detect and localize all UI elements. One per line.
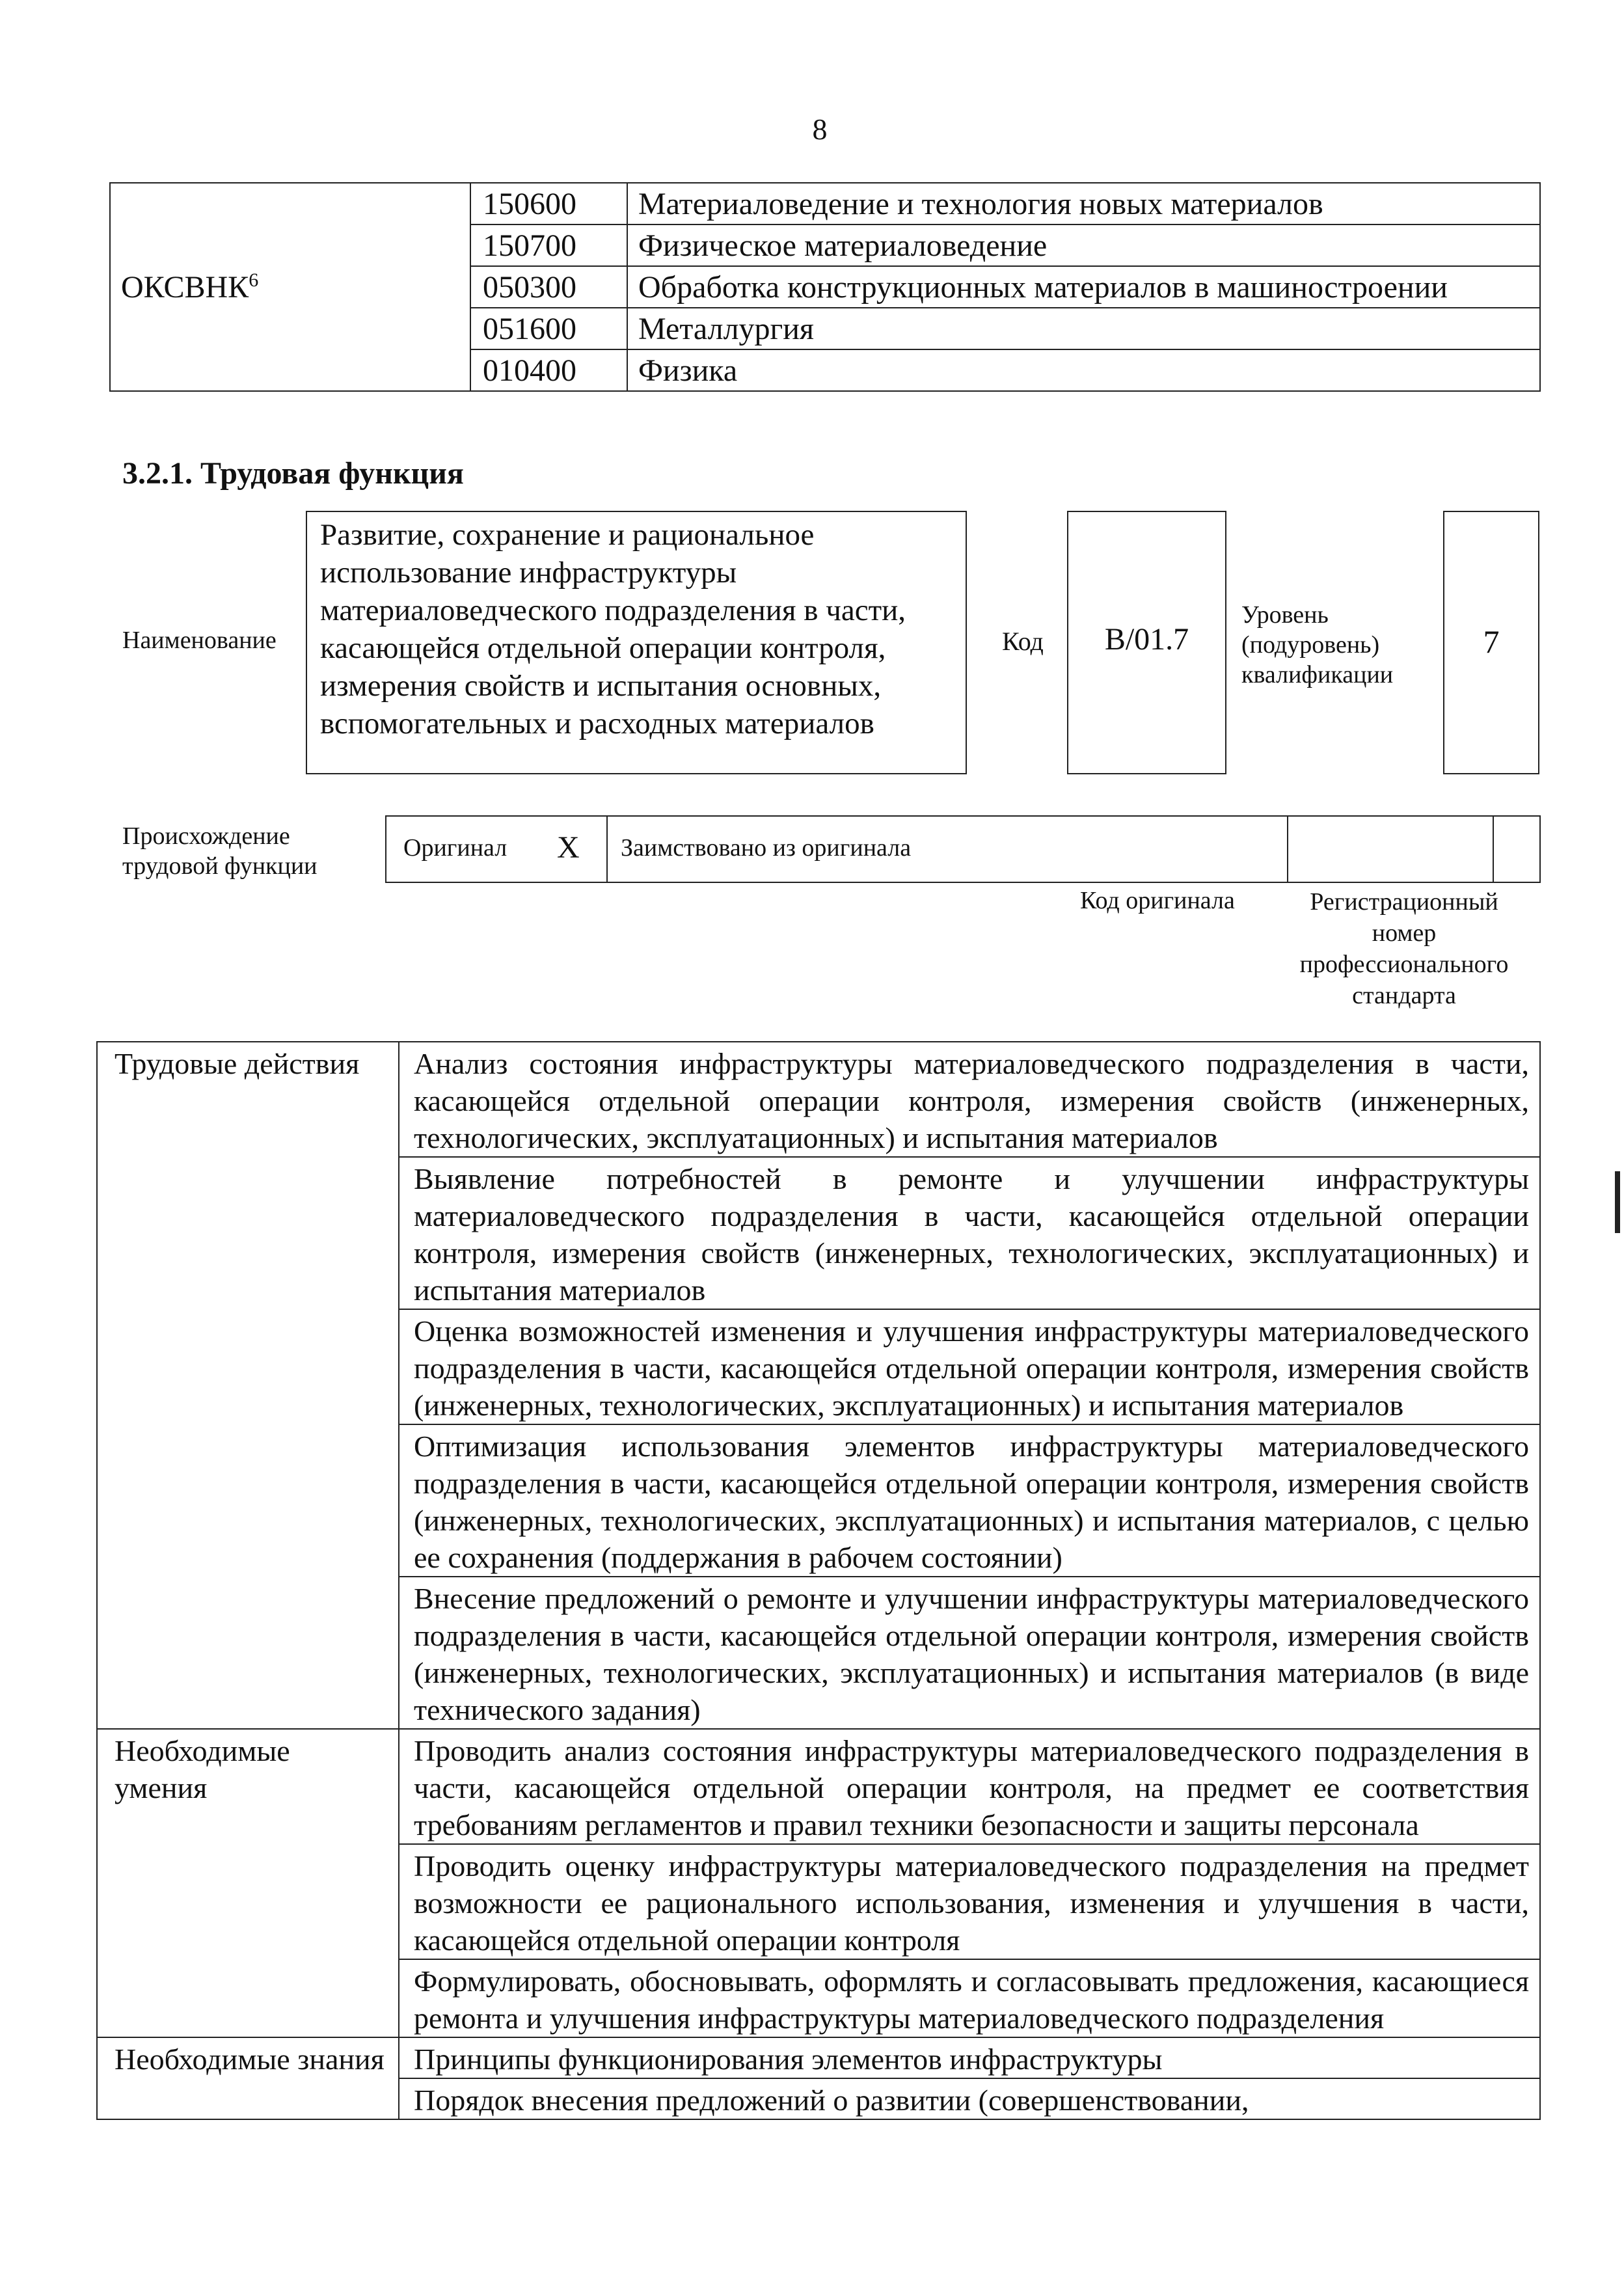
okso-name: Физическое материаловедение xyxy=(627,224,1540,266)
reg-number-label: Регистрационный номер профессионального стандарта xyxy=(1299,888,1509,1009)
table-row xyxy=(97,1042,1540,1157)
table-cell: Порядок внесения предложений о развитии (совершенствовании, xyxy=(399,2078,1540,2119)
okso-name: Материаловедение и технология новых материалов xyxy=(627,183,1540,224)
okso-code: 051600 xyxy=(470,308,627,349)
okso-label: ОКСВНК xyxy=(121,269,249,305)
table-row xyxy=(97,2037,1540,2078)
table-cell: Выявление потребностей в ремонте и улучшении инфраструктуры материаловедческого подразделения в части, касающейся отдельной операции контроля, измерения свойств (инженерных, технологических, эксплуатационных) и испытания материалов xyxy=(399,1157,1540,1309)
origin-original-cell xyxy=(385,817,606,882)
page-number: 8 xyxy=(812,113,828,146)
level-label: Уровень (подуровень) квалификации xyxy=(1241,601,1394,688)
okso-name: Обработка конструкционных материалов в машиностроении xyxy=(627,266,1540,308)
footnote-mark: 6 xyxy=(249,269,259,291)
function-level: 7 xyxy=(1443,511,1539,774)
code-original-label: Код оригинала xyxy=(1080,887,1235,914)
function-name: Развитие, сохранение и рациональное использование инфраструктуры материаловедческого подразделения в части, касающейся отдельной операции контроля, измерения свойств и испытания основных, вспомогательных и расходных материалов xyxy=(306,511,967,774)
function-code: В/01.7 xyxy=(1067,511,1226,774)
origin-borrowed: Заимствовано из оригинала xyxy=(606,817,1287,882)
code-label: Код xyxy=(1002,627,1044,656)
section-title: 3.2.1. Трудовая функция xyxy=(122,456,464,491)
table-cell: Формулировать, обосновывать, оформлять и согласовывать предложения, касающиеся ремонта и улучшения инфраструктуры материаловедческого подразделения xyxy=(399,1959,1540,2037)
scan-edge-mark xyxy=(1615,1171,1620,1233)
origin-code-cell xyxy=(1287,817,1493,882)
name-label: Наименование xyxy=(122,627,277,654)
table-cell: Проводить оценку инфраструктуры материаловедческого подразделения на предмет возможности ее рационального использования, изменения и улучшения в части, касающейся отдельной операции контроля xyxy=(399,1844,1540,1959)
origin-row xyxy=(385,815,1541,883)
origin-mark: X xyxy=(557,830,580,865)
table-row xyxy=(97,1729,1540,1844)
okso-code: 010400 xyxy=(470,349,627,391)
function-details-table xyxy=(96,1041,1541,2120)
okso-code: 150700 xyxy=(470,224,627,266)
table-cell: Анализ состояния инфраструктуры материаловедческого подразделения в части, касающейся отдельной операции контроля, измерения свойств (инженерных, технологических, эксплуатационных) и испытания материалов xyxy=(399,1042,1540,1157)
table-row xyxy=(110,183,1540,224)
table-cell: Оценка возможностей изменения и улучшения инфраструктуры материаловедческого подразделения в части, касающейся отдельной операции контроля, измерения свойств (инженерных, технологических, эксплуатационных) и испытания материалов xyxy=(399,1309,1540,1424)
okso-code: 150600 xyxy=(470,183,627,224)
origin-label: Происхождение трудовой функции xyxy=(122,822,318,880)
table-cell: Принципы функционирования элементов инфраструктуры xyxy=(399,2037,1540,2078)
category-skills: Необходимые умения xyxy=(97,1729,399,2037)
origin-original: Оригинал xyxy=(403,834,508,862)
category-actions: Трудовые действия xyxy=(97,1042,399,1729)
table-cell: Внесение предложений о ремонте и улучшении инфраструктуры материаловедческого подразделения в части, касающейся отдельной операции контроля, измерения свойств (инженерных, технологических, эксплуатационных) и испытания материалов (в виде технического задания) xyxy=(399,1577,1540,1729)
okso-label-cell xyxy=(110,183,470,391)
table-cell: Оптимизация использования элементов инфраструктуры материаловедческого подразделения в части, касающейся отдельной операции контроля, измерения свойств (инженерных, технологических, эксплуатационных) и испытания материалов, с целью ее сохранения (поддержания в рабочем состоянии) xyxy=(399,1424,1540,1577)
okso-name: Физика xyxy=(627,349,1540,391)
okso-code: 050300 xyxy=(470,266,627,308)
okso-name: Металлургия xyxy=(627,308,1540,349)
table-cell: Проводить анализ состояния инфраструктуры материаловедческого подразделения в части, касающейся отдельной операции контроля, на предмет ее соответствия требованиям регламентов и правил техники безопасности и защиты персонала xyxy=(399,1729,1540,1844)
origin-reg-cell xyxy=(1493,817,1541,882)
okso-table xyxy=(109,182,1541,392)
category-knowledge: Необходимые знания xyxy=(97,2037,399,2119)
